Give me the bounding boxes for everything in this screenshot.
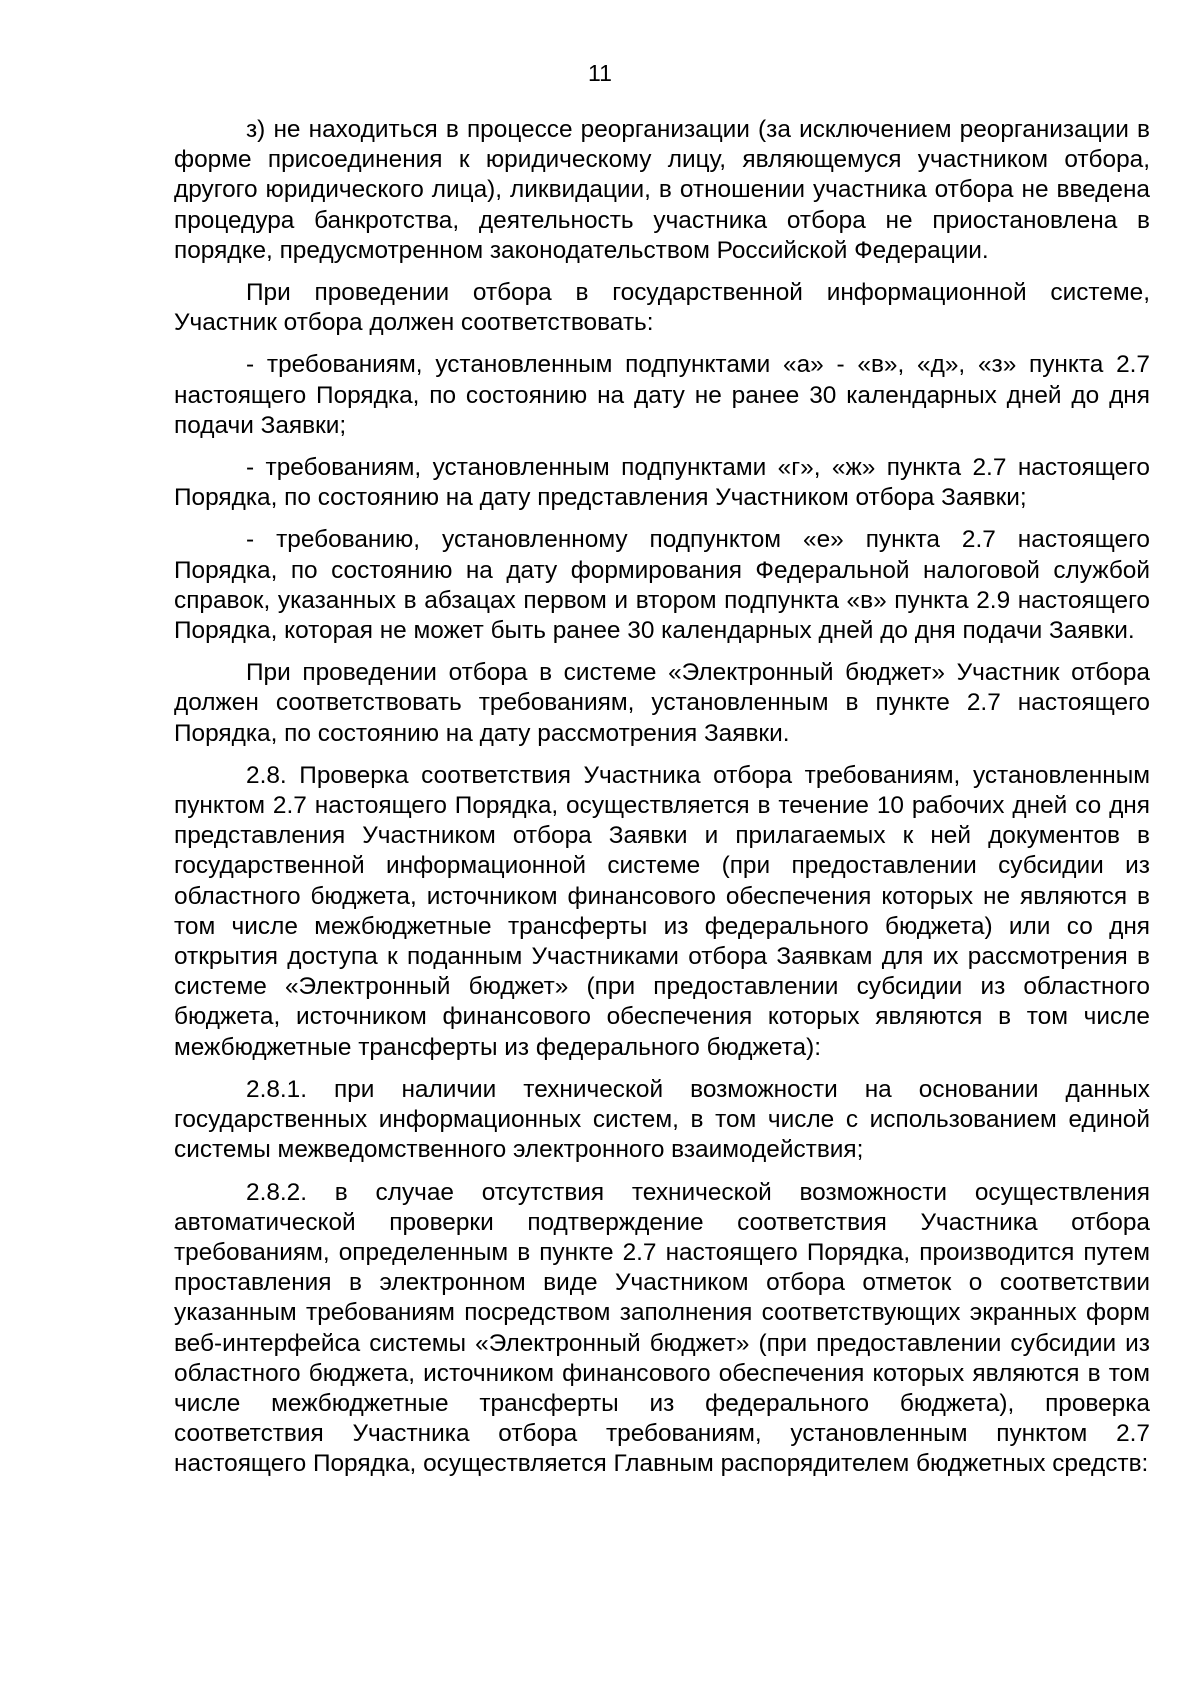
paragraph-clause-2-8: 2.8. Проверка соответствия Участника отбора требованиям, установленным пунктом 2.7 настоящего Порядка, осуществляется в течение 10 рабочих дней со дня представления Участником отбора Заявки и прилагаемых к ней документов в государственной информационной системе (при предоставлении субсидии из областного бюджета, источником финансового обеспечения которых не являются в том числе межбюджетные трансферты из федерального бюджета) или со дня открытия доступа к поданным Участниками отбора Заявкам для их рассмотрения в системе «Электронный бюджет» (при предоставлении субсидии из областного бюджета, источником финансового обеспечения которых являются в том числе межбюджетные трансферты из федерального бюджета): <box>174 761 1150 1061</box>
page-number: 11 <box>588 60 612 86</box>
paragraph-requirement-e: - требованию, установленному подпунктом «е» пункта 2.7 настоящего Порядка, по состоянию на дату формирования Федеральной налоговой службой справок, указанных в абзацах первом и втором подпункта «в» пункта 2.9 настоящего Порядка, которая не может быть ранее 30 календарных дней до дня подачи Заявки. <box>174 526 1150 645</box>
paragraph-clause-2-8-2: 2.8.2. в случае отсутствия технической возможности осуществления автоматической проверки подтверждение соответствия Участника отбора требованиям, определенным в пункте 2.7 настоящего Порядка, производится путем проставления в электронном виде Участником отбора отметок о соответствии указанным требованиям посредством заполнения соответствующих экранных форм веб-интерфейса системы «Электронный бюджет» (при предоставлении субсидии из областного бюджета, источником финансового обеспечения которых являются в том числе межбюджетные трансферты из федерального бюджета), проверка соответствия Участника отбора требованиям, установленным пунктом 2.7 настоящего Порядка, осуществляется Главным распорядителем бюджетных средств: <box>174 1178 1150 1478</box>
paragraph-gis-selection-intro: При проведении отбора в государственной информационной системе, Участник отбора должен соответствовать: <box>174 279 1150 337</box>
paragraph-electronic-budget-selection: При проведении отбора в системе «Электронный бюджет» Участник отбора должен соответствовать требованиям, установленным в пункте 2.7 настоящего Порядка, по состоянию на дату рассмотрения Заявки. <box>174 659 1150 747</box>
paragraph-requirement-a-v-d-z: - требованиям, установленным подпунктами «а» - «в», «д», «з» пункта 2.7 настоящего Порядка, по состоянию на дату не ранее 30 календарных дней до дня подачи Заявки; <box>174 351 1150 439</box>
paragraph-clause-2-8-1: 2.8.1. при наличии технической возможности на основании данных государственных информационных систем, в том числе с использованием единой системы межведомственного электронного взаимодействия; <box>174 1075 1150 1164</box>
document-body <box>174 115 1150 1492</box>
paragraph-subitem-z: з) не находиться в процессе реорганизации (за исключением реорганизации в форме присоединения к юридическому лицу, являющемуся участником отбора, другого юридического лица), ликвидации, в отношении участника отбора не введена процедура банкротства, деятельность участника отбора не приостановлена в порядке, предусмотренном законодательством Российской Федерации. <box>174 116 1150 264</box>
paragraph-requirement-g-zh: - требованиям, установленным подпунктами «г», «ж» пункта 2.7 настоящего Порядка, по состоянию на дату представления Участником отбора Заявки; <box>174 454 1150 512</box>
